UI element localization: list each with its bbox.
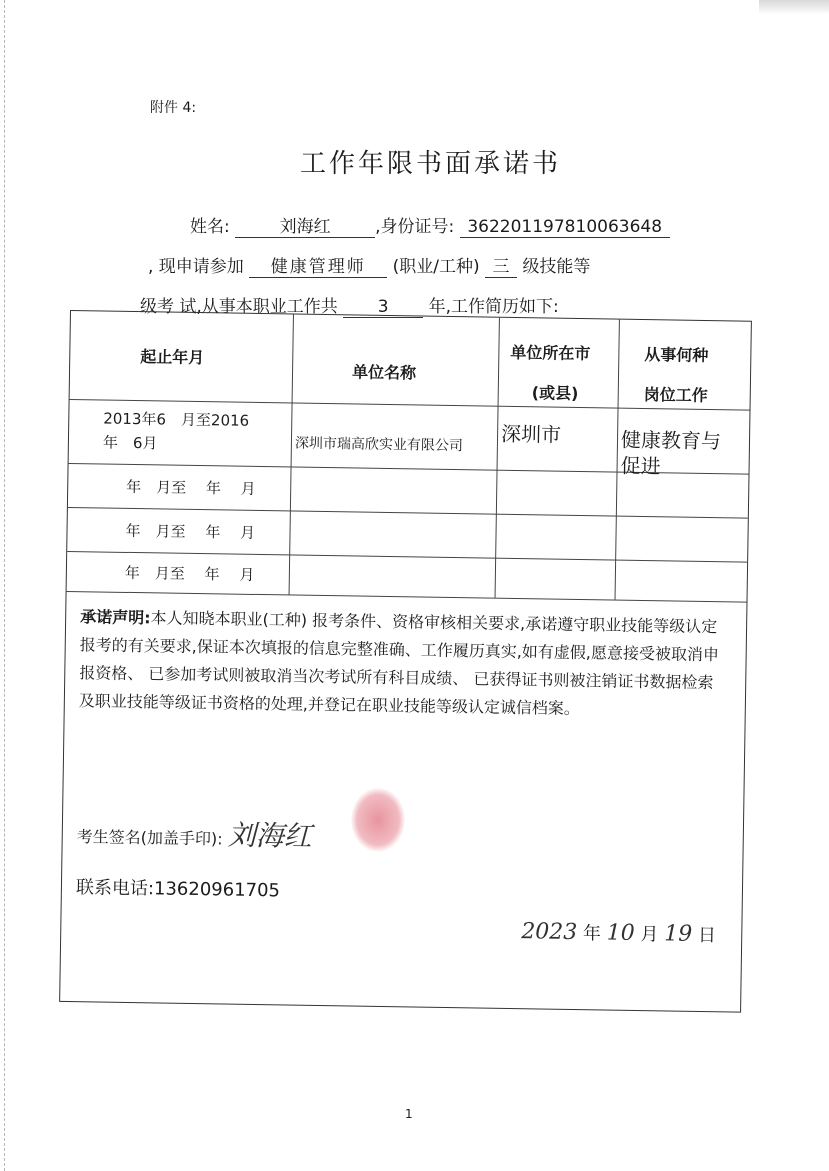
occupation-field: 健康管理师 — [249, 252, 387, 278]
level-field: 三 — [485, 252, 517, 278]
scan-edge-line — [4, 0, 5, 1171]
fingerprint-seal — [351, 787, 406, 852]
attachment-label: 附件 4: — [150, 100, 197, 116]
contact-phone: 13620961705 — [153, 878, 281, 902]
table-row-divider — [68, 507, 748, 519]
declaration-text: 本人知晓本职业(工种) 报考条件、资格审核相关要求,承诺遵守职业技能等级认定报考的有关要求,保证本次填报的信息完整准确、工作履历真实,如有虚假,愿意接受被取消申报资格、 已参加考试则被取消当次考试所有科目成绩、 已获得证书则被注销证书数据检索及职业技能等级证书资格的处理,并登记在职业技能等级认定诚信档案。 — [78, 608, 720, 719]
id-number-field: 362201197810063648 — [460, 217, 670, 238]
header-job-sub: 岗位工作 — [643, 385, 708, 406]
years-field: 3 — [343, 297, 423, 318]
header-city: 单位所在市 — [510, 342, 591, 364]
years-prefix: 级考 试,从事本职业工作共 — [140, 297, 338, 317]
contact-label: 联系电话: — [75, 877, 155, 900]
row1-period-line1: 2013年6 月至2016 — [103, 409, 250, 430]
name-field: 刘海红 — [235, 212, 375, 238]
declaration-label: 承诺声明: — [80, 607, 151, 628]
date-month-unit: 月 — [640, 924, 659, 946]
row3-period: 年 月至 年 月 — [125, 521, 256, 542]
occupation-suffix: (职业/工种) — [392, 257, 480, 277]
header-job: 从事何种 — [644, 345, 709, 366]
table-row-divider — [67, 551, 747, 563]
page-title: 工作年限书面承诺书 — [300, 149, 562, 179]
declaration-paragraph — [79, 603, 731, 725]
scan-shadow — [759, 0, 829, 14]
table-col-divider — [289, 315, 294, 595]
header-period: 起止年月 — [140, 347, 205, 368]
intro-line-2 — [148, 252, 590, 278]
date-month: 10 — [606, 920, 635, 946]
intro-line-1 — [190, 212, 670, 238]
id-label: ,身份证号: — [375, 217, 455, 237]
row1-job-line1: 健康教育与 — [620, 427, 722, 454]
row1-city: 深圳市 — [500, 421, 562, 447]
years-suffix: 年,工作简历如下: — [428, 297, 559, 317]
level-suffix: 级技能等 — [522, 257, 591, 277]
date-day: 19 — [664, 921, 693, 947]
row1-job-line2: 促进 — [620, 453, 661, 479]
row4-period: 年 月至 年 月 — [124, 563, 255, 584]
date-year: 2023 — [521, 919, 578, 946]
date-line — [521, 918, 716, 947]
signature-label: 考生签名(加盖手印): — [76, 827, 223, 849]
name-label: 姓名: — [190, 217, 230, 237]
signature-line — [77, 811, 313, 855]
header-city-sub: (或县) — [531, 383, 579, 403]
signature-value: 刘海红 — [227, 818, 313, 853]
table-col-divider — [495, 318, 500, 598]
date-day-unit: 日 — [697, 924, 717, 947]
row1-period-line2: 年 6月 — [102, 433, 158, 453]
apply-label: , 现申请参加 — [148, 257, 244, 277]
contact-line — [76, 873, 280, 902]
row1-company: 深圳市瑞高欣实业有限公司 — [294, 435, 464, 455]
table-col-divider — [615, 320, 620, 600]
date-year-unit: 年 — [582, 923, 602, 945]
row2-period: 年 月至 年 月 — [126, 477, 256, 498]
page-number: 1 — [405, 1107, 413, 1121]
table-row-divider — [67, 591, 747, 603]
header-company: 单位名称 — [351, 362, 417, 383]
resume-form — [59, 310, 752, 1013]
